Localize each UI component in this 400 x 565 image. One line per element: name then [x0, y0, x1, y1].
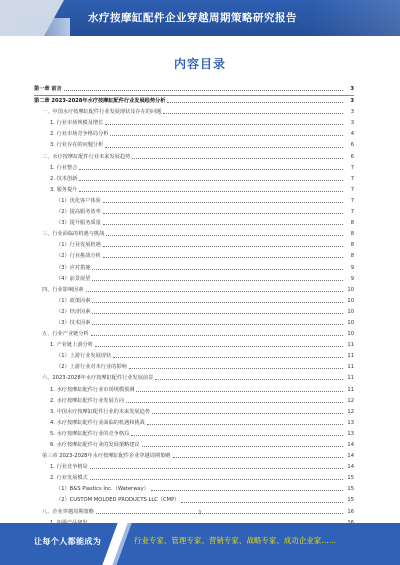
toc-entry-page: 15 [347, 475, 354, 482]
toc-entry-page: 3 [350, 86, 354, 92]
toc-entry[interactable] [34, 329, 354, 340]
toc-entry[interactable] [34, 140, 354, 151]
toc-entry-text: 2. 技术创新 [50, 175, 78, 182]
toc-entry[interactable] [34, 218, 354, 229]
toc-entry-text: 第二章 2023-2028年水疗按摩缸配件行业发展趋势分析 [34, 98, 166, 105]
toc-entry-text: （2）经济因素 [56, 308, 91, 315]
toc-entry-text: （2）上游行业对本行业的影响 [56, 364, 127, 371]
toc-entry-page: 6 [350, 153, 354, 160]
toc-entry-text: 1. 行业整合 [50, 164, 78, 171]
toc-leader-dots [105, 124, 343, 125]
toc-entry-page: 7 [350, 209, 354, 216]
toc-leader-dots [142, 446, 343, 447]
toc-leader-dots [79, 191, 343, 192]
toc-leader-dots [92, 269, 343, 270]
report-header [0, 0, 400, 36]
toc-entry-text: 2. 水疗按摩缸配件行业发展方向 [50, 397, 125, 404]
toc-leader-dots [131, 435, 343, 436]
toc-entry-page: 9 [350, 264, 354, 271]
toc-leader-dots [136, 391, 343, 392]
toc-leader-dots [90, 479, 343, 480]
toc-entry-text: 四、行业影响因素 [42, 286, 84, 293]
toc-entry-page: 10 [347, 308, 354, 315]
toc-leader-dots [110, 135, 343, 136]
toc-entry-page: 7 [350, 186, 354, 193]
toc-entry-text: 6. 水疗按摩缸配件行业的发展策略建议 [50, 442, 140, 448]
table-of-contents [34, 84, 354, 540]
toc-leader-dots [155, 379, 343, 380]
toc-entry-text: （2）CUSTOM MOLDED PRODUCTS LLC（CMP） [56, 497, 180, 504]
toc-entry-text: 第三章 2023-2028年水疗按摩缸配件企业穿越周期策略 [42, 453, 171, 460]
toc-entry-page: 10 [347, 297, 354, 304]
toc-leader-dots [92, 302, 343, 303]
toc-leader-dots [167, 102, 343, 103]
toc-entry[interactable] [34, 473, 354, 484]
page-number: 1 [198, 510, 202, 516]
toc-leader-dots [126, 402, 343, 403]
toc-entry[interactable] [34, 84, 354, 96]
toc-entry-text: （2）行业挑战分析 [56, 253, 101, 260]
toc-entry[interactable] [34, 118, 354, 129]
toc-leader-dots [92, 280, 343, 281]
toc-entry[interactable] [34, 451, 354, 462]
toc-entry-page: 8 [350, 220, 354, 227]
toc-entry-page: 13 [347, 430, 354, 437]
footer-slogan-left: 让每个人都能成为 [34, 537, 102, 546]
toc-entry[interactable] [34, 351, 354, 362]
toc-leader-dots [181, 502, 343, 503]
toc-entry-page: 11 [347, 386, 354, 393]
header-decoration [0, 18, 70, 36]
toc-entry-text: 3. 行业存在的问题分析 [50, 142, 104, 149]
toc-entry[interactable] [34, 285, 354, 296]
toc-entry-page: 7 [350, 175, 354, 182]
toc-leader-dots [132, 158, 343, 159]
toc-entry-text: 一、中国水疗按摩缸配件行业发展现状及存在的问题 [42, 109, 162, 116]
toc-entry-text: （1）B&S Plastics Inc.（Waterway） [56, 486, 149, 493]
toc-entry-text: （4）前景展望 [56, 275, 91, 282]
toc-entry-page: 15 [347, 486, 354, 493]
toc-entry[interactable] [34, 251, 354, 262]
toc-entry[interactable] [34, 240, 354, 251]
toc-leader-dots [113, 357, 343, 358]
toc-leader-dots [129, 368, 343, 369]
toc-entry[interactable] [34, 152, 354, 163]
toc-entry-text: 五、行业产业链分析 [42, 331, 89, 338]
toc-entry-page: 14 [347, 442, 354, 448]
toc-entry-text: 二、水疗按摩缸配件行业未来发展趋势 [42, 153, 131, 160]
toc-leader-dots [106, 235, 343, 236]
toc-entry-page: 8 [350, 231, 354, 238]
toc-leader-dots [79, 169, 343, 170]
toc-title: 内容目录 [173, 57, 226, 71]
toc-leader-dots [173, 457, 344, 458]
toc-entry[interactable] [34, 163, 354, 174]
toc-entry-page: 7 [350, 197, 354, 204]
toc-leader-dots [92, 324, 343, 325]
toc-entry[interactable] [34, 96, 354, 107]
toc-entry-text: （3）应对措施 [56, 264, 91, 271]
toc-entry[interactable] [34, 396, 354, 407]
toc-entry-text: （1）行业发展机遇 [56, 242, 101, 249]
toc-leader-dots [103, 257, 343, 258]
toc-leader-dots [64, 90, 343, 91]
toc-leader-dots [86, 291, 343, 292]
toc-entry[interactable] [34, 407, 354, 418]
toc-entry[interactable] [34, 362, 354, 373]
toc-entry-page: 10 [347, 286, 354, 293]
toc-entry-text: 1. 产业链上游分析 [50, 342, 93, 349]
toc-entry-page: 11 [347, 364, 354, 371]
toc-entry[interactable] [34, 307, 354, 318]
toc-leader-dots [105, 147, 343, 148]
toc-entry-page: 11 [347, 353, 354, 360]
toc-entry-text: 1. 水疗按摩缸配件行业市场规模预测 [50, 386, 135, 393]
toc-entry[interactable] [34, 185, 354, 196]
toc-entry-page: 10 [347, 331, 354, 338]
toc-entry-page: 11 [347, 375, 354, 382]
toc-entry[interactable] [34, 484, 354, 495]
report-title: 水疗按摩缸配件企业穿越周期策略研究报告 [88, 12, 297, 24]
toc-entry-page: 8 [350, 242, 354, 249]
toc-entry-page: 3 [350, 120, 354, 127]
toc-leader-dots [79, 180, 343, 181]
toc-leader-dots [103, 246, 343, 247]
toc-entry[interactable] [34, 373, 354, 384]
toc-entry-text: 5. 水疗按摩缸配件行业的竞争格局 [50, 430, 130, 437]
toc-entry[interactable] [34, 296, 354, 307]
toc-entry[interactable] [34, 418, 354, 429]
toc-entry-page: 8 [350, 253, 354, 260]
footer-slogan-right: 行业专家、管理专家、营销专家、战略专家、成功企业家…… [134, 536, 337, 545]
toc-entry[interactable] [34, 274, 354, 285]
toc-leader-dots [103, 224, 343, 225]
toc-entry-text: （1）上游行业发展现状 [56, 353, 112, 360]
toc-entry-page: 4 [350, 131, 354, 138]
toc-entry-page: 6 [350, 142, 354, 149]
toc-leader-dots [103, 202, 343, 203]
toc-entry-text: 2. 行业发展模式 [50, 475, 88, 482]
toc-entry-text: （3）技术因素 [56, 319, 91, 326]
toc-entry[interactable] [34, 318, 354, 329]
toc-leader-dots [91, 335, 343, 336]
toc-entry-text: 4. 水疗按摩缸配件行业面临的机遇和挑战 [50, 419, 145, 426]
toc-entry-page: 11 [347, 342, 354, 349]
toc-entry[interactable] [34, 429, 354, 440]
toc-entry[interactable] [34, 174, 354, 185]
toc-entry[interactable] [34, 495, 354, 506]
toc-entry-page: 3 [350, 109, 354, 116]
toc-entry-text: （3）提升服务质量 [56, 220, 101, 227]
report-footer [0, 523, 400, 565]
toc-entry-page: 12 [347, 397, 354, 404]
toc-entry[interactable] [34, 340, 354, 351]
toc-entry-text: 3. 中国水疗按摩缸配件行业的未来发展趋势 [50, 408, 150, 415]
toc-leader-dots [95, 346, 343, 347]
toc-entry-text: 三、行业面临的机遇与挑战 [42, 231, 105, 238]
toc-entry[interactable] [34, 385, 354, 396]
toc-entry-page: 16 [347, 508, 354, 515]
toc-entry[interactable] [34, 462, 354, 473]
toc-entry-text: 1. 行业竞争格局 [50, 464, 88, 471]
toc-entry-text: 1. 行业市场规模及增长 [50, 120, 104, 127]
toc-entry[interactable] [34, 107, 354, 118]
toc-entry-text: （1）优化客户体验 [56, 197, 101, 204]
toc-entry-page: 12 [347, 408, 354, 415]
toc-entry-text: 3. 服务提升 [50, 186, 78, 193]
toc-entry-page: 10 [347, 319, 354, 326]
toc-entry[interactable] [34, 196, 354, 207]
toc-leader-dots [151, 490, 343, 491]
toc-leader-dots [147, 424, 343, 425]
toc-entry-text: 八、企业穿越周期策略 [42, 508, 94, 515]
toc-entry-text: 2. 行业市场竞争格局分析 [50, 131, 109, 138]
toc-entry-page: 3 [350, 98, 354, 105]
toc-entry[interactable] [34, 129, 354, 140]
toc-entry-page: 9 [350, 275, 354, 282]
toc-entry-page: 15 [347, 497, 354, 504]
toc-leader-dots [152, 413, 343, 414]
toc-leader-dots [103, 213, 343, 214]
toc-entry-page: 7 [350, 164, 354, 171]
toc-entry-page: 14 [347, 453, 354, 460]
toc-entry-text: 第一章 前言 [34, 86, 62, 92]
toc-entry[interactable] [34, 207, 354, 218]
toc-entry-page: 13 [347, 419, 354, 426]
toc-leader-dots [163, 113, 343, 114]
toc-entry-text: 六、2023-2028年水疗按摩缸配件行业发展前景 [42, 375, 154, 382]
toc-leader-dots [90, 468, 343, 469]
toc-entry-text: （2）提高服务效率 [56, 209, 101, 216]
toc-entry[interactable] [34, 229, 354, 240]
toc-entry-page: 14 [347, 464, 354, 471]
toc-entry-text: （1）政策因素 [56, 297, 91, 304]
toc-entry[interactable] [34, 263, 354, 274]
toc-leader-dots [92, 313, 343, 314]
toc-entry[interactable] [34, 440, 354, 451]
